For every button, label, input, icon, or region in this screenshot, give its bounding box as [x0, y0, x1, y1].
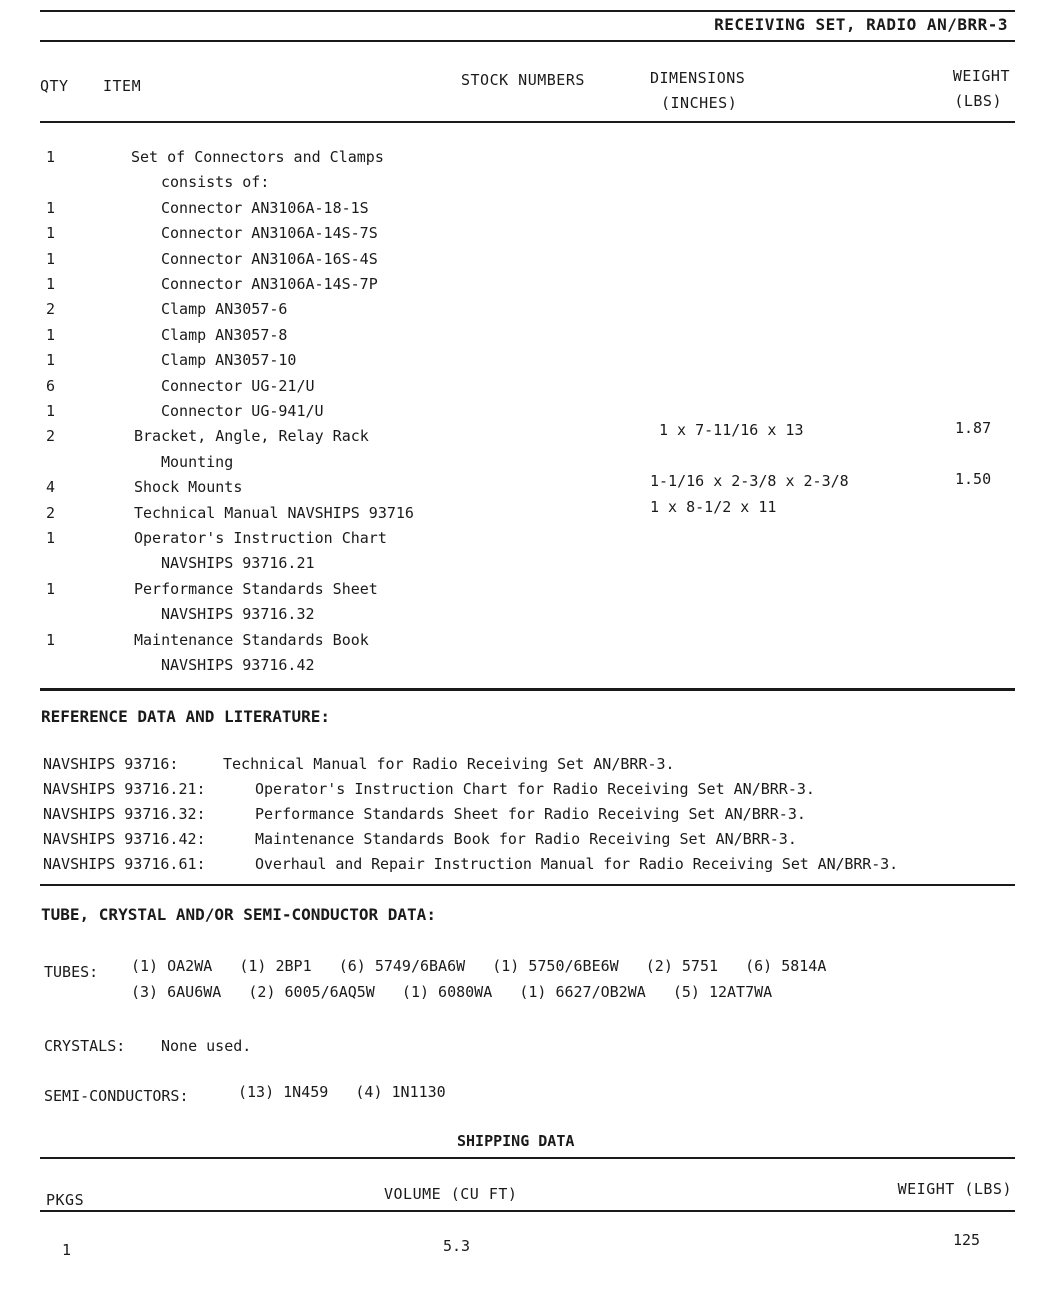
shipping-col-pkgs: PKGS: [46, 1191, 85, 1209]
reference-description: Operator's Instruction Chart for Radio Receiving Set AN/BRR-3.: [255, 780, 815, 798]
table-row: [0, 497, 1046, 529]
item-name: Technical Manual NAVSHIPS 93716: [134, 503, 414, 522]
header-qty: QTY: [40, 77, 69, 95]
item-name: Connector AN3106A-14S-7P: [161, 275, 378, 293]
item-qty: 1: [46, 402, 56, 420]
table-row: [0, 275, 1046, 300]
item-name: Connector AN3106A-18-1S: [161, 198, 369, 217]
table-row: [0, 554, 1046, 579]
item-qty: 4: [46, 478, 56, 497]
reference-heading: REFERENCE DATA AND LITERATURE:: [41, 707, 330, 726]
reference-code: NAVSHIPS 93716.42:: [43, 830, 206, 848]
table-row: [0, 470, 1046, 503]
reference-entry: [43, 755, 1033, 779]
item-name: NAVSHIPS 93716.42: [161, 656, 315, 674]
reference-entry: [43, 805, 1033, 829]
item-name: Maintenance Standards Book: [134, 630, 369, 649]
item-name: Mounting: [161, 452, 234, 471]
table-row: [0, 529, 1046, 554]
shipping-col-weight: WEIGHT (LBS): [897, 1180, 1012, 1198]
header-item: ITEM: [103, 77, 142, 95]
item-qty: 1: [46, 325, 56, 344]
table-row: [0, 453, 1046, 478]
item-qty: 1: [46, 351, 56, 370]
shipping-pkgs-value: 1: [62, 1241, 72, 1259]
tube-data-heading: TUBE, CRYSTAL AND/OR SEMI-CONDUCTOR DATA:: [41, 905, 436, 924]
item-dimensions: 1-1/16 x 2-3/8 x 2-3/8: [650, 472, 849, 491]
item-name: Operator's Instruction Chart: [134, 529, 387, 547]
header-rule: [40, 121, 1015, 123]
table-row: [0, 656, 1046, 681]
item-name: Clamp AN3057-6: [161, 300, 288, 319]
item-name: consists of:: [161, 173, 270, 192]
item-qty: 1: [46, 224, 56, 243]
item-dimensions: 1 x 7-11/16 x 13: [659, 421, 804, 440]
table-row: [0, 199, 1046, 224]
crystals-label: CRYSTALS:: [44, 1037, 126, 1055]
item-qty: 2: [46, 427, 56, 446]
item-name: Set of Connectors and Clamps: [131, 148, 384, 166]
reference-description: Overhaul and Repair Instruction Manual for Radio Receiving Set AN/BRR-3.: [255, 855, 899, 873]
item-name: Connector UG-21/U: [161, 376, 315, 395]
item-name: Connector UG-941/U: [161, 402, 324, 420]
table-row: [0, 173, 1046, 198]
reference-code: NAVSHIPS 93716:: [43, 755, 179, 773]
table-row: [0, 351, 1046, 376]
reference-bottom-rule: [40, 884, 1015, 886]
table-row: [0, 419, 1046, 452]
table-row: [0, 605, 1046, 630]
tubes-label: TUBES:: [44, 963, 99, 981]
item-name: NAVSHIPS 93716.32: [161, 605, 315, 624]
item-qty: 1: [46, 630, 56, 649]
item-qty: 1: [46, 529, 56, 547]
header-stock-numbers: STOCK NUMBERS: [461, 71, 585, 89]
reference-description: Technical Manual for Radio Receiving Set AN/BRR-3.: [223, 755, 675, 773]
item-name: NAVSHIPS 93716.21: [161, 554, 315, 573]
top-rule: [40, 10, 1015, 12]
title-rule: [40, 40, 1015, 42]
page-title: RECEIVING SET, RADIO AN/BRR-3: [714, 15, 1008, 34]
item-weight: 1.87: [955, 419, 992, 438]
tubes-line-2: (3) 6AU6WA (2) 6005/6AQ5W (1) 6080WA (1) 6627/OB2WA (5) 12AT7WA: [131, 983, 773, 1001]
item-qty: 1: [46, 198, 56, 217]
table-row: [0, 250, 1046, 275]
item-dimensions: 1 x 8-1/2 x 11: [650, 497, 777, 516]
reference-entry: [43, 830, 1033, 854]
item-qty: 1: [46, 249, 56, 268]
shipping-col-volume: VOLUME (CU FT): [384, 1185, 518, 1203]
item-qty: 1: [46, 148, 56, 166]
reference-entry: [43, 780, 1033, 804]
item-weight: 1.50: [955, 470, 992, 489]
item-qty: 1: [46, 579, 56, 598]
reference-code: NAVSHIPS 93716.32:: [43, 805, 206, 823]
table-row: [0, 580, 1046, 605]
shipping-heading: SHIPPING DATA: [457, 1132, 575, 1150]
item-qty: 2: [46, 300, 56, 319]
table-row: [0, 377, 1046, 402]
reference-code: NAVSHIPS 93716.21:: [43, 780, 206, 798]
table-row: [0, 300, 1046, 325]
reference-description: Maintenance Standards Book for Radio Receiving Set AN/BRR-3.: [255, 830, 797, 848]
item-name: Shock Mounts: [134, 478, 243, 497]
header-dimensions: DIMENSIONS: [650, 69, 746, 87]
item-name: Performance Standards Sheet: [134, 579, 378, 598]
item-qty: 2: [46, 503, 56, 522]
reference-code: NAVSHIPS 93716.61:: [43, 855, 206, 873]
reference-description: Performance Standards Sheet for Radio Receiving Set AN/BRR-3.: [255, 805, 806, 823]
item-name: Connector AN3106A-14S-7S: [161, 224, 378, 243]
header-dimensions-units: (INCHES): [661, 94, 738, 112]
tubes-line-1: (1) OA2WA (1) 2BP1 (6) 5749/6BA6W (1) 5750/6BE6W (2) 5751 (6) 5814A: [131, 957, 827, 975]
reference-entry: [43, 855, 1033, 879]
item-name: Clamp AN3057-8: [161, 325, 288, 344]
header-weight: WEIGHT: [952, 67, 1010, 85]
shipping-volume-value: 5.3: [443, 1237, 471, 1255]
crystals-value: None used.: [161, 1037, 252, 1055]
semiconductors-value: (13) 1N459 (4) 1N1130: [238, 1083, 446, 1101]
table-row: [0, 326, 1046, 351]
shipping-top-rule: [40, 1157, 1015, 1159]
items-bottom-rule: [40, 688, 1015, 691]
table-row: [0, 148, 1046, 173]
item-qty: 1: [46, 275, 56, 293]
semiconductors-label: SEMI-CONDUCTORS:: [44, 1087, 189, 1105]
header-weight-units: (LBS): [954, 92, 1002, 110]
item-name: Bracket, Angle, Relay Rack: [134, 427, 369, 446]
shipping-header-rule: [40, 1210, 1015, 1212]
table-row: [0, 631, 1046, 656]
item-name: Connector AN3106A-16S-4S: [161, 249, 378, 268]
item-qty: 6: [46, 376, 56, 395]
shipping-weight-value: 125: [953, 1231, 981, 1249]
table-row: [0, 402, 1046, 427]
item-name: Clamp AN3057-10: [161, 351, 297, 370]
table-row: [0, 224, 1046, 249]
